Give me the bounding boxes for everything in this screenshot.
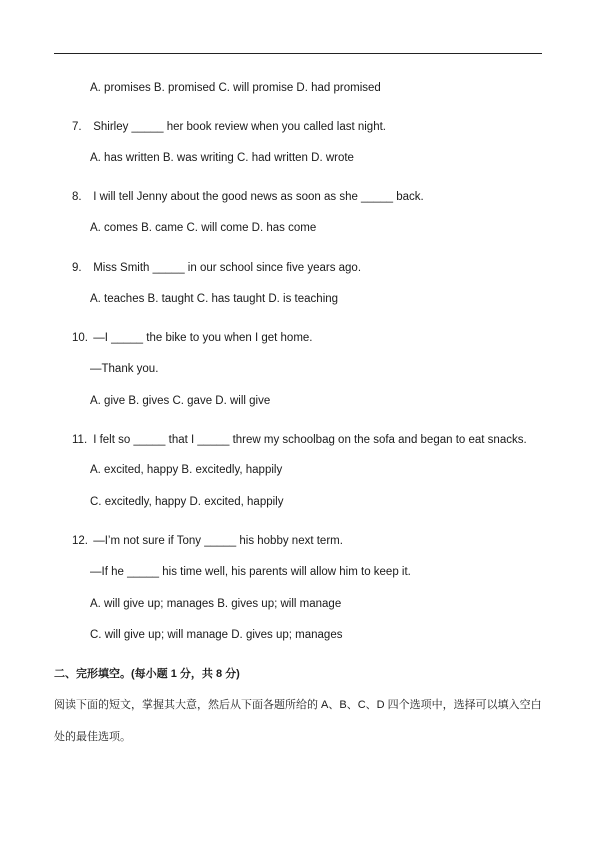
question-text: Shirley _____ her book review when you called last night.: [93, 121, 386, 133]
question-text: I will tell Jenny about the good news as soon as she _____ back.: [93, 191, 424, 203]
q10-reply: —Thank you.: [90, 363, 159, 375]
q7-options: A. has written B. was writing C. had written D. wrote: [90, 152, 354, 164]
section-instruction-line1: 阅读下面的短文，掌握其大意，然后从下面各题所给的 A、B、C、D 四个选项中，选择可以填入空白: [54, 699, 542, 711]
question-number: 11.: [72, 434, 88, 446]
q12-reply: —If he _____ his time well, his parents will allow him to keep it.: [90, 566, 411, 578]
question-number: 8.: [72, 191, 82, 203]
section-instruction-line2: 处的最佳选项。: [54, 731, 131, 743]
question-number: 9.: [72, 262, 82, 274]
q9-stem: [72, 261, 361, 275]
q8-options: A. comes B. came C. will come D. has come: [90, 222, 317, 234]
header-rule: [54, 53, 542, 54]
q10-options: A. give B. gives C. gave D. will give: [90, 395, 271, 407]
question-number: 7.: [72, 121, 82, 133]
question-text: —I’m not sure if Tony _____ his hobby next term.: [93, 535, 343, 547]
q12-options-cd: C. will give up; will manage D. gives up; manages: [90, 629, 343, 641]
q12-options-ab: A. will give up; manages B. gives up; will manage: [90, 598, 342, 610]
q11-stem: [72, 433, 527, 447]
section-heading: 二、完形填空。(每小题 1 分，共 8 分): [54, 668, 240, 680]
q7-stem: [72, 120, 386, 134]
question-text: —I _____ the bike to you when I get home.: [93, 332, 313, 344]
q9-options: A. teaches B. taught C. has taught D. is teaching: [90, 293, 339, 305]
q10-stem: [72, 331, 312, 345]
q11-options-ab: A. excited, happy B. excitedly, happily: [90, 464, 283, 476]
q8-stem: [72, 190, 424, 204]
q12-stem: [72, 534, 343, 548]
question-number: 10.: [72, 332, 88, 344]
question-number: 12.: [72, 535, 88, 547]
q6-options: A. promises B. promised C. will promise D. had promised: [90, 82, 381, 94]
question-text: Miss Smith _____ in our school since five years ago.: [93, 262, 362, 274]
question-text: I felt so _____ that I _____ threw my schoolbag on the sofa and began to eat snacks.: [93, 434, 527, 446]
q11-options-cd: C. excitedly, happy D. excited, happily: [90, 496, 284, 508]
